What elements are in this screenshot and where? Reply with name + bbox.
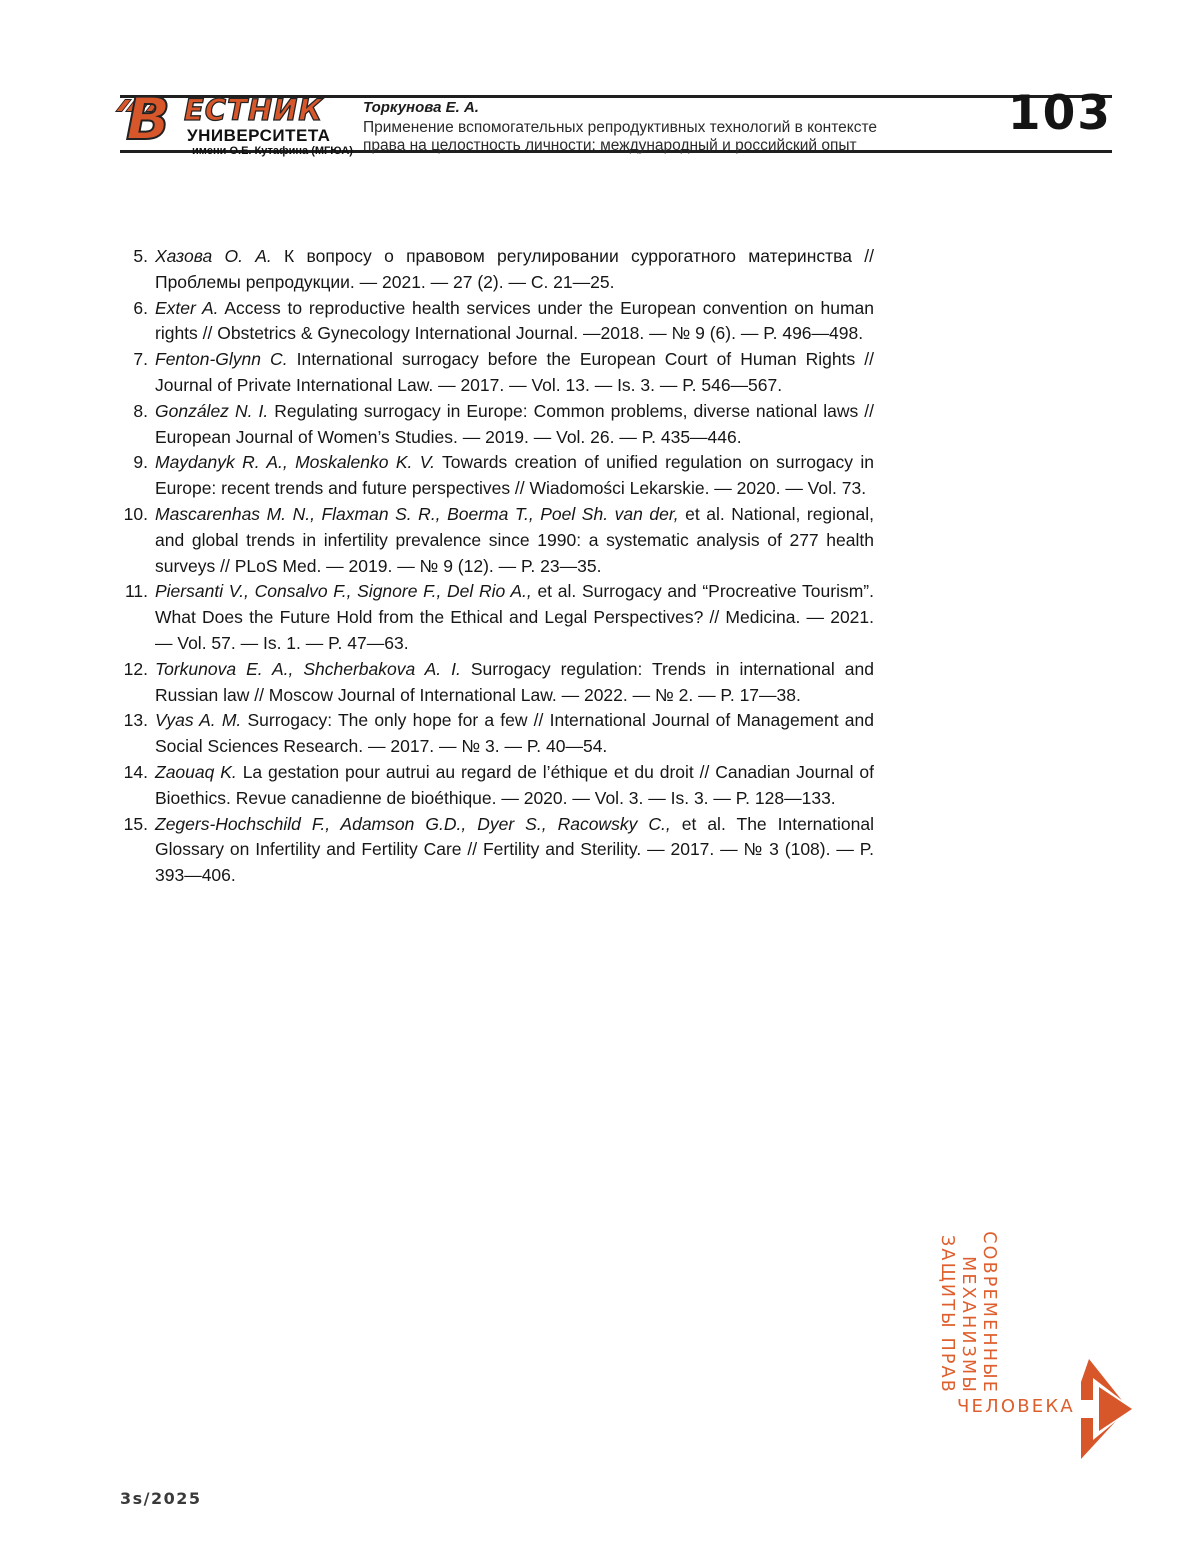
- journal-logo: [120, 85, 370, 157]
- reference-number: 9.: [133, 452, 148, 473]
- sidebar-line-mechanisms: СОВРЕМЕННЫЕ МЕХАНИЗМЫ: [958, 1231, 999, 1394]
- reference-item: [118, 579, 874, 656]
- reference-text: Surrogacy regulation: Trends in international and Russian law // Moscow Journal of International Law. — 2022. — № 2. — P. 17—38.: [155, 658, 874, 705]
- article-author: Торкунова Е. А.: [363, 99, 479, 116]
- reference-authors: Mascarenhas M. N., Flaxman S. R., Boerma T., Poel Sh. van der,: [155, 503, 679, 524]
- reference-text: et al. Surrogacy and “Procreative Tourism”. What Does the Future Hold from the Ethical and Legal Perspectives? // Medicina. — 2021. — Vol. 57. — Is. 1. — P. 47—63.: [155, 581, 874, 653]
- reference-number: 10.: [123, 503, 148, 524]
- reference-authors: Zegers-Hochschild F., Adamson G.D., Dyer S., Racowsky C.,: [155, 813, 671, 834]
- reference-authors: Fenton-Glynn C.: [155, 349, 288, 370]
- reference-item: [118, 347, 874, 399]
- reference-number: 5.: [133, 246, 148, 266]
- reference-number: 6.: [133, 297, 148, 318]
- reference-authors: González N. I.: [155, 400, 269, 421]
- header-article-info: [363, 99, 993, 154]
- reference-item: [118, 399, 874, 451]
- logo-university-label: УНИВЕРСИТЕТА: [187, 126, 331, 145]
- reference-authors: Maydanyk R. A., Moskalenko K. V.: [155, 452, 435, 473]
- reference-item: [118, 450, 874, 502]
- reference-number: 11.: [124, 581, 148, 602]
- reference-text: Regulating surrogacy in Europe: Common problems, diverse national laws // European Journal of Women’s Studies. — 2019. — Vol. 26. — P. 435—446.: [155, 400, 874, 447]
- reference-item: [118, 812, 874, 889]
- page-number: 103: [1007, 86, 1112, 141]
- reference-text: et al. The International Glossary on Infertility and Fertility Care // Fertility and Sterility. — 2017. — № 3 (108). — P. 393—406.: [155, 813, 874, 886]
- reference-item: [118, 244, 874, 296]
- reference-text: La gestation pour autrui au regard de l’éthique et du droit // Canadian Journal of Bioethics. Revue canadienne de bioéthique. — 2020. — Vol. 3. — Is. 3. — P. 128—133.: [155, 761, 875, 808]
- reference-number: 14.: [123, 761, 148, 782]
- reference-authors: Piersanti V., Consalvo F., Signore F., Del Rio A.,: [155, 581, 532, 602]
- reference-text: Access to reproductive health services under the European convention on human rights // Obstetrics & Gynecology International Journal. —2018. — № 9 (6). — P. 496—498.: [155, 297, 875, 344]
- reference-text: International surrogacy before the European Court of Human Rights // Journal of Private International Law. — 2017. — Vol. 13. — Is. 3. — P. 546—567.: [155, 349, 875, 395]
- reference-authors: Vyas A. M.: [155, 710, 242, 731]
- logo-vestnik-label: ЕСТНИК: [184, 93, 324, 127]
- reference-item: [118, 296, 874, 348]
- sidebar-vertical-text: [936, 1086, 999, 1394]
- sidebar-line-rights: ЗАЩИТЫ ПРАВ: [937, 1234, 957, 1394]
- reference-authors: Хазова О. А.: [155, 246, 272, 266]
- reference-text: Surrogacy: The only hope for a few // International Journal of Management and Social Sciences Research. — 2017. — № 3. — P. 40—54.: [155, 710, 875, 757]
- arrow-logo-icon: [1076, 1358, 1132, 1462]
- reference-item: [118, 502, 874, 579]
- reference-authors: Zaouaq K.: [155, 761, 237, 782]
- reference-number: 15.: [123, 813, 148, 834]
- footer-issue-label: 3s/2025: [120, 1489, 202, 1508]
- reference-number: 12.: [123, 658, 148, 679]
- reference-text: et al. National, regional, and global trends in infertility prevalence since 1990: a systematic analysis of 277 health surveys // PLoS Med. — 2019. — № 9 (12). — P. 23—35.: [155, 503, 874, 576]
- logo-university-sub-label: имени О.Е. Кутафина (МГЮА): [192, 145, 353, 157]
- reference-authors: Exter A.: [155, 297, 219, 318]
- article-title-line-2: права на целостность личности: международный и российский опыт: [363, 136, 857, 154]
- reference-text: К вопросу о правовом регулировании суррогатного материнства // Проблемы репродукции. — 2021. — 27 (2). — С. 21—25.: [155, 246, 874, 292]
- reference-number: 7.: [133, 349, 148, 370]
- reference-text: Towards creation of unified regulation on surrogacy in Europe: recent trends and future perspectives // Wiadomości Lekarskie. — 2020. — Vol. 73.: [155, 452, 874, 499]
- references-list: [118, 244, 874, 889]
- reference-item: [118, 657, 874, 709]
- sidebar-line-human: ЧЕЛОВЕКА: [957, 1396, 1075, 1417]
- reference-number: 13.: [123, 710, 148, 731]
- logo-letter-v: В: [126, 85, 171, 153]
- reference-number: 8.: [133, 400, 148, 421]
- reference-item: [118, 708, 874, 760]
- article-title-line-1: Применение вспомогательных репродуктивных технологий в контексте: [363, 119, 878, 136]
- reference-item: [118, 760, 874, 812]
- reference-authors: Torkunova E. A., Shcherbakova A. I.: [155, 658, 461, 679]
